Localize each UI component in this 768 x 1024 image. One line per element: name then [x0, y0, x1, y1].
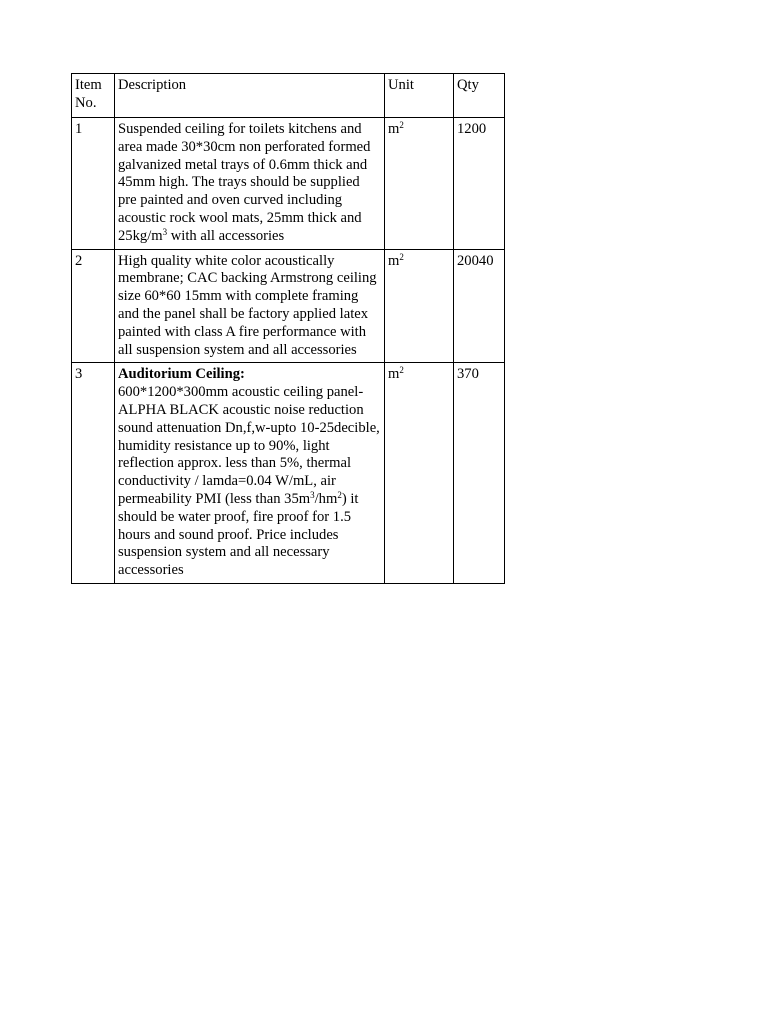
row-item-no: 2 — [72, 249, 115, 363]
description-text: with all accessories — [167, 227, 285, 244]
superscript: 3 — [310, 489, 315, 500]
row-description — [115, 363, 385, 584]
header-item-no-line2: No. — [75, 94, 97, 111]
row-qty: 1200 — [454, 118, 505, 250]
superscript: 3 — [162, 226, 168, 237]
row-unit — [385, 363, 454, 584]
row-item-no: 3 — [72, 363, 115, 584]
unit-base: m — [388, 366, 400, 383]
row-unit — [385, 118, 454, 250]
unit-exponent: 2 — [399, 120, 404, 130]
unit-base: m — [388, 252, 400, 269]
header-item-no — [72, 74, 115, 118]
row-item-no: 1 — [72, 118, 115, 250]
header-description: Description — [115, 74, 385, 118]
table-row — [72, 118, 505, 250]
description-title: Auditorium Ceiling: — [118, 366, 245, 383]
table-row — [72, 249, 505, 363]
description-text: 600*1200*300mm acoustic ceiling panel- ALPHA BLACK acoustic noise reduction sound attenuation Dn,f,w-upto 10-25decible, humidity resistance up to 90%, light reflection approx. less than 5%, thermal conductivity / lamda=0.04 W/mL, air permeability PMI (less than 35m — [118, 384, 380, 507]
bill-of-quantities-table — [71, 73, 505, 584]
unit-exponent: 2 — [399, 251, 404, 262]
table-row — [72, 363, 505, 584]
header-unit: Unit — [385, 74, 454, 118]
row-description — [115, 118, 385, 250]
row-unit — [385, 249, 454, 363]
superscript: 2 — [337, 489, 342, 500]
description-text: Suspended ceiling for toilets kitchens and area made 30*30cm non perforated formed galvanized metal trays of 0.6mm thick and 45mm high. The trays should be supplied pre painted and oven curved including acoustic rock wool mats, 25mm thick and 25kg/m — [118, 121, 371, 244]
unit-base: m — [388, 121, 400, 137]
row-description: High quality white color acoustically membrane; CAC backing Armstrong ceiling size 60*60 15mm with complete framing and the panel shall be factory applied latex painted with class A fire performance with all suspension system and all accessories — [115, 249, 385, 363]
header-qty: Qty — [454, 74, 505, 118]
description-text: ) it should be water proof, fire proof for 1.5 hours and sound proof. Price includes suspension system and all necessary accessories — [118, 490, 359, 579]
row-qty: 20040 — [454, 249, 505, 363]
unit-exponent: 2 — [399, 365, 404, 376]
header-item-no-line1: Item — [75, 77, 102, 93]
description-text: /hm — [314, 490, 338, 507]
row-qty: 370 — [454, 363, 505, 584]
table-header-row — [72, 74, 505, 118]
